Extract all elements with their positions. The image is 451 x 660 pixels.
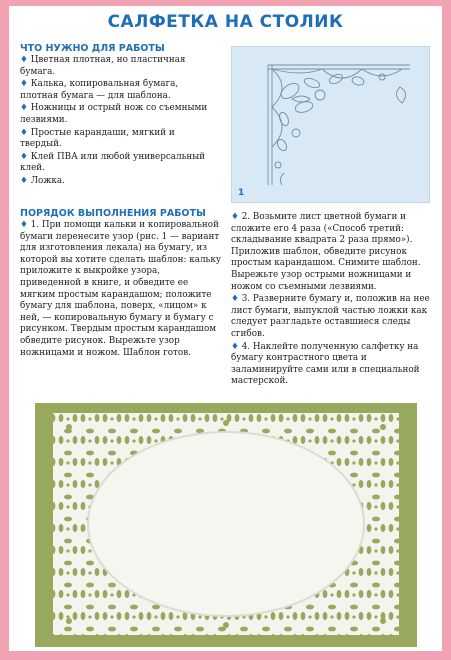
procedure-left-column <box>20 220 223 360</box>
pattern-figure <box>231 46 430 203</box>
list-item: ♦ Цветная плотная, но пластичная бумага. <box>20 55 186 77</box>
step-item: ♦ 2. Возьмите лист цветной бумаги и сложите его 4 раза («Способ третий: складывание квадрата 2 раза прямо»). Приложив шаблон, обведите рисунок простым карандашом. Снимите шаблон. Вырежьте узор острыми ножницами и ножом со съемными лезвиями. <box>231 212 421 292</box>
bullet-icon: ♦ <box>20 79 28 90</box>
bullet-icon: ♦ <box>20 127 28 138</box>
paper-lace-doily-photo-icon <box>35 403 417 647</box>
step-item: ♦ 1. При помощи кальки и копировальной бумаги перенесите узор (рис. 1 — вариант для изготовления лекала) на бумагу, из которой вы хотите сделать шаблон: кальку приложите к выкройке узора, приведенной в книге, и обведите ее мягким простым карандашом; положите бумагу для шаблона, поверх, «лицом» к ней, — копировальную бумагу и бумагу с рисунком. Твердым простым карандашом обведите рисунок. Вырежьте узор ножницами и ножом. Шаблон готов. <box>20 220 222 358</box>
procedure-heading: ПОРЯДОК ВЫПОЛНЕНИЯ РАБОТЫ <box>20 208 206 219</box>
corner-lace-pattern-icon <box>232 47 429 202</box>
list-item: ♦ Клей ПВА или любой универсальный клей. <box>20 151 206 174</box>
article-page <box>9 6 442 651</box>
step-item: ♦ 4. Наклейте полученную салфетку на бумагу контрастного цвета и заламинируйте сами или в специальной мастерской. <box>231 341 420 387</box>
bullet-icon: ♦ <box>231 341 239 352</box>
materials-list <box>20 55 216 189</box>
doily-photo <box>35 403 417 647</box>
bullet-icon: ♦ <box>231 212 239 222</box>
bullet-icon: ♦ <box>231 294 239 305</box>
bullet-icon: ♦ <box>20 103 28 114</box>
list-item: ♦ Ножницы и острый нож со съемными лезвиями. <box>20 103 208 125</box>
figure-number: 1 <box>238 188 245 198</box>
bullet-icon: ♦ <box>20 220 28 230</box>
bullet-icon: ♦ <box>20 55 28 65</box>
materials-heading: ЧТО НУЖНО ДЛЯ РАБОТЫ <box>20 43 165 54</box>
procedure-right-column <box>231 212 434 389</box>
bullet-icon: ♦ <box>20 175 28 186</box>
bullet-icon: ♦ <box>20 151 28 162</box>
list-item: ♦ Простые карандаши, мягкий и твердый. <box>20 127 175 150</box>
list-item: ♦ Ложка. <box>20 175 65 186</box>
page-title: САЛФЕТКА НА СТОЛИК <box>107 12 344 32</box>
step-item: ♦ 3. Разверните бумагу и, положив на нее лист бумаги, выпуклой частью ложки как следует разгладьте оставшиеся следы сгибов. <box>231 294 430 339</box>
list-item: ♦ Калька, копировальная бумага, плотная бумага — для шаблона. <box>20 79 179 101</box>
